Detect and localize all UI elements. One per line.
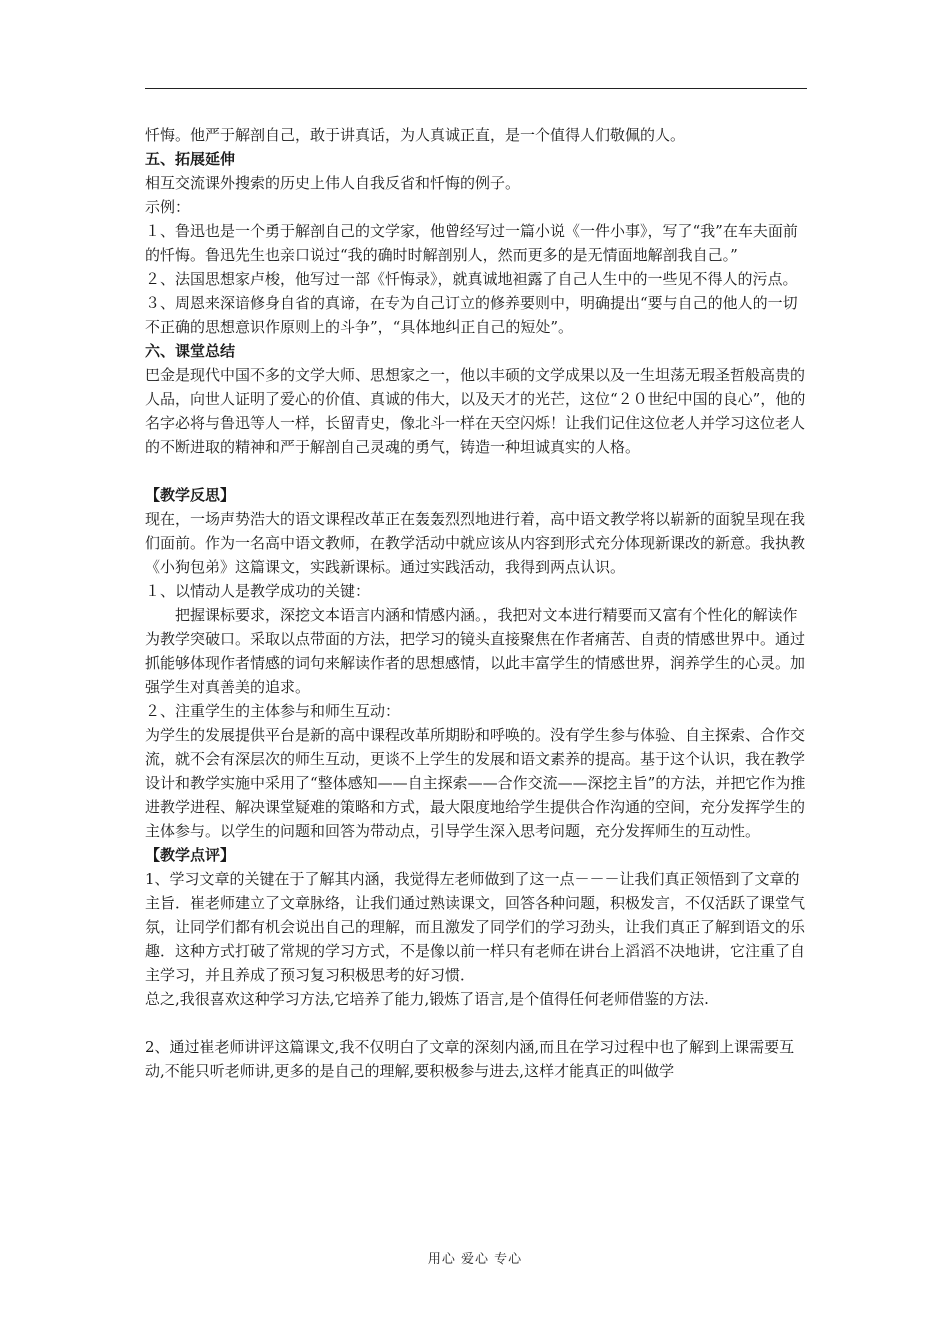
header-rule: [145, 88, 807, 89]
paragraph: １、鲁迅也是一个勇于解剖自己的文学家，他曾经写过一篇小说《一件小事》，写了“我”在车夫面前的忏悔。鲁迅先生也亲口说过“我的确时时解剖别人，然而更多的是无情面地解剖我自己。”: [145, 222, 798, 264]
section-heading: 【教学反思】: [145, 486, 236, 504]
paragraph: ３、周恩来深谙修身自省的真谛，在专为自己订立的修养要则中，明确提出“要与自己的他人的一切不正确的思想意识作原则上的斗争”，“具体地纠正自己的短处”。: [145, 294, 798, 336]
page-footer: 用心 爱心 专心: [427, 1252, 523, 1267]
section-heading: 六、课堂总结: [145, 342, 236, 360]
paragraph: 2、通过崔老师讲评这篇课文,我不仅明白了文章的深刻内涵,而且在学习过程中也了解到上课需要互动,不能只听老师讲,更多的是自己的理解,要积极参与进去,这样才能真正的叫做学: [145, 1038, 795, 1080]
paragraph: ２、法国思想家卢梭，他写过一部《忏悔录》，就真诚地袒露了自己人生中的一些见不得人的污点。: [145, 270, 798, 288]
paragraph: 示例：: [145, 198, 191, 216]
document-body: [145, 123, 810, 1083]
section-heading: 【教学点评】: [145, 846, 236, 864]
blank-line: [145, 1011, 810, 1035]
paragraph: ２、注重学生的主体参与和师生互动：: [145, 702, 401, 720]
paragraph: 把握课标要求，深挖文本语言内涵和情感内涵。，我把对文本进行精要而又富有个性化的解读作为教学突破口。采取以点带面的方法，把学习的镜头直接聚焦在作者痛苦、自责的情感世界中。通过抓能够体现作者情感的词句来解读作者的思想感情，以此丰富学生的情感世界，润养学生的心灵。加强学生对真善美的追求。: [145, 606, 806, 696]
paragraph: 相互交流课外搜索的历史上伟人自我反省和忏悔的例子。: [145, 174, 521, 192]
blank-line: [145, 459, 810, 483]
paragraph: １、以情动人是教学成功的关键：: [145, 582, 371, 600]
paragraph: 巴金是现代中国不多的文学大师、思想家之一，他以丰硕的文学成果以及一生坦荡无瑕圣哲般高贵的人品，向世人证明了爱心的价值、真诚的伟大，以及天才的光芒，这位“２０世纪中国的良心”，他的名字必将与鲁迅等人一样，长留青史，像北斗一样在天空闪烁！让我们记住这位老人并学习这位老人的不断进取的精神和严于解剖自己灵魂的勇气，铸造一种坦诚真实的人格。: [145, 366, 806, 456]
paragraph: 1、学习文章的关键在于了解其内涵，我觉得左老师做到了这一点－－－让我们真正领悟到了文章的主旨．崔老师建立了文章脉络，让我们通过熟读课文，回答各种问题，积极发言，不仅活跃了课堂气氛，让同学们都有机会说出自己的理解，而且激发了同学们的学习劲头，让我们真正了解到语文的乐趣．这种方式打破了常规的学习方式，不是像以前一样只有老师在讲台上滔滔不决地讲，它注重了自主学习，并且养成了预习复习积极思考的好习惯．: [145, 870, 806, 984]
paragraph: 现在，一场声势浩大的语文课程改革正在轰轰烈烈地进行着，高中语文教学将以崭新的面貌呈现在我们面前。作为一名高中语文教师，在教学活动中就应该从内容到形式充分体现新课改的新意。我执教《小狗包弟》这篇课文，实践新课标。通过实践活动，我得到两点认识。: [145, 510, 806, 576]
paragraph: 总之,我很喜欢这种学习方法,它培养了能力,锻炼了语言,是个值得任何老师借鉴的方法.: [145, 990, 709, 1008]
paragraph: 忏悔。他严于解剖自己，敢于讲真话，为人真诚正直，是一个值得人们敬佩的人。: [145, 126, 686, 144]
section-heading: 五、拓展延伸: [145, 150, 236, 168]
paragraph: 为学生的发展提供平台是新的高中课程改革所期盼和呼唤的。没有学生参与体验、自主探索、合作交流，就不会有深层次的师生互动，更谈不上学生的发展和语文素养的提高。基于这个认识，我在教学设计和教学实施中采用了“整体感知——自主探索——合作交流——深挖主旨”的方法，并把它作为推进教学进程、解决课堂疑难的策略和方式，最大限度地给学生提供合作沟通的空间，充分发挥学生的主体参与。以学生的问题和回答为带动点，引导学生深入思考问题，充分发挥师生的互动性。: [145, 726, 806, 840]
